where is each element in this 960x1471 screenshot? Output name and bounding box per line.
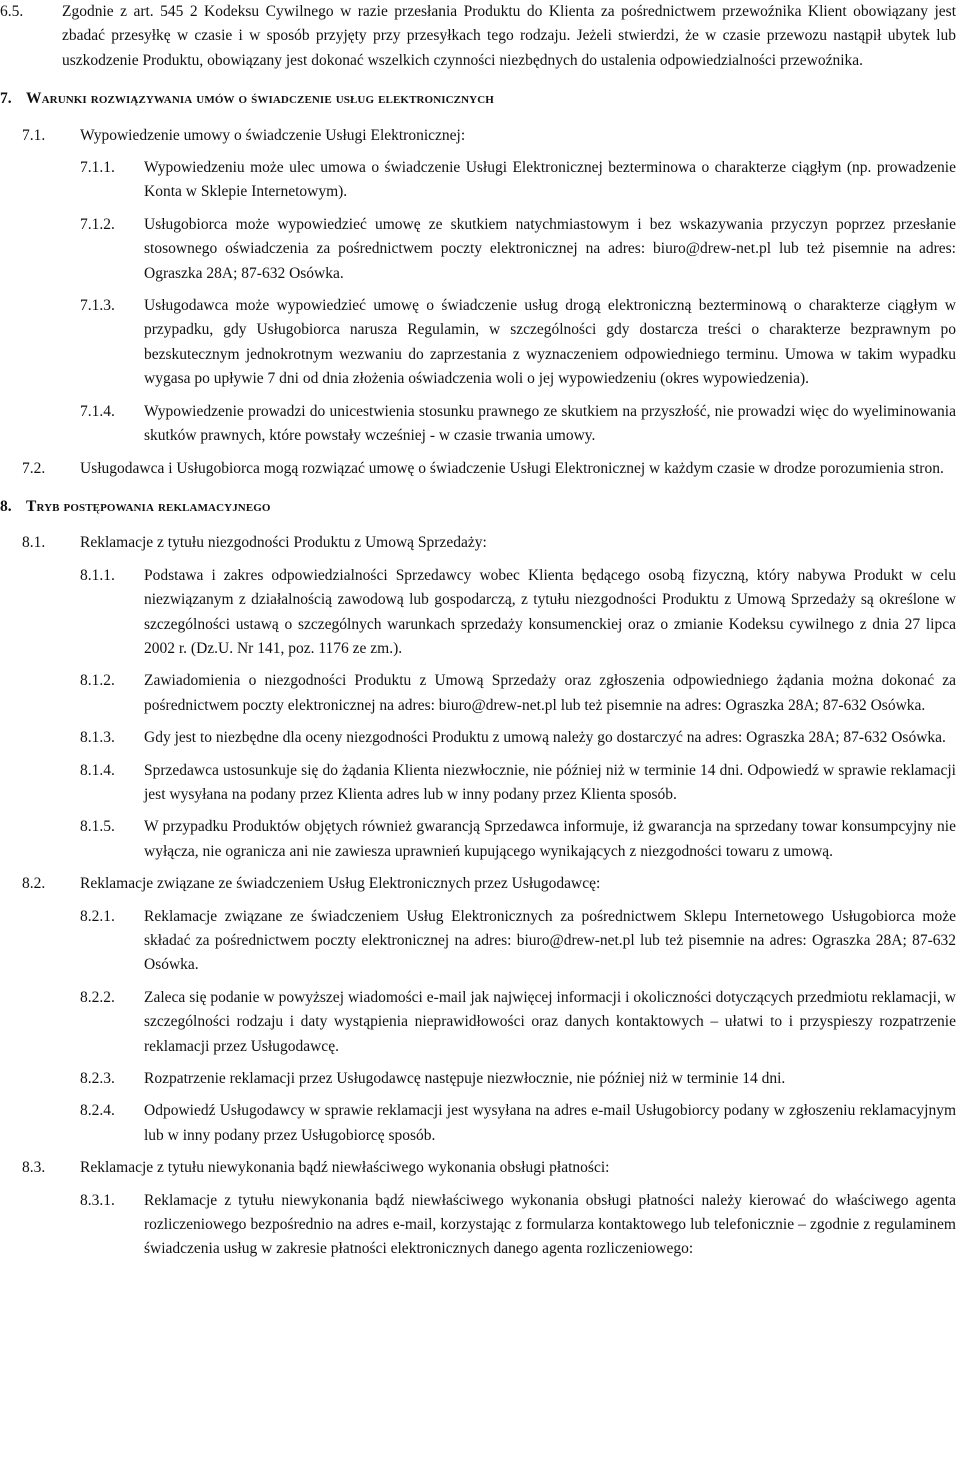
paragraph-text: Wypowiedzenie prowadzi do unicestwienia stosunku prawnego ze skutkiem na przyszłość, nie prowadzi więc do wyeliminowania skutków prawnych, które powstały wcześniej - w czasie trwania umowy. xyxy=(144,402,956,445)
paragraph-number: 8.3. xyxy=(22,1159,46,1177)
paragraph-number: 7.1. xyxy=(22,126,46,144)
paragraph-number: 6.5. xyxy=(0,3,24,20)
paragraph-number: 8.2.3. xyxy=(80,1070,115,1088)
paragraph-text: Zaleca się podanie w powyższej wiadomości e-mail jak najwięcej informacji i okoliczności dotyczących przedmiotu reklamacji, w szczególności rodzaju i daty wystąpienia nieprawidłowości oraz danych kontaktowych – ułatwi to i przyspieszy rozpatrzenie reklamacji przez Usługodawcę. xyxy=(144,988,956,1055)
paragraph-number: 8.1.3. xyxy=(80,729,115,747)
section-number: 7. xyxy=(0,90,12,108)
paragraph-text: Zawiadomienia o niezgodności Produktu z Umową Sprzedaży oraz zgłoszenia odpowiedniego żądania można dokonać za pośrednictwem poczty elektronicznej na adres: biuro@drew-net.pl lub też pisemnie na adres: Ograszka 28A; 87-632 Osówka. xyxy=(144,672,956,714)
paragraph-8-3 xyxy=(0,1156,960,1180)
paragraph-text: Reklamacje z tytułu niewykonania bądź niewłaściwego wykonania obsługi płatności: xyxy=(80,1159,610,1177)
paragraph-text: Reklamacje związane ze świadczeniem Usług Elektronicznych za pośrednictwem Sklepu Internetowego Usługobiorca może składać za pośrednictwem poczty elektronicznej na adres: biuro@drew-net.pl lub też pisemnie na adres: Ograszka 28A; 87-632 Osówka. xyxy=(144,907,956,974)
paragraph-number: 7.1.2. xyxy=(80,215,115,233)
section-title: Warunki rozwiązywania umów o świadczenie usług elektronicznych xyxy=(26,90,494,108)
paragraph-number: 8.1.4. xyxy=(80,761,115,779)
paragraph-text: Wypowiedzenie umowy o świadczenie Usługi Elektronicznej: xyxy=(80,126,466,144)
paragraph-number: 8.3.1. xyxy=(80,1191,115,1209)
paragraph-7-1-1 xyxy=(0,156,960,205)
paragraph-8-1 xyxy=(0,531,960,555)
paragraph-7-1 xyxy=(0,124,960,148)
paragraph-text: Zgodnie z art. 545 2 Kodeksu Cywilnego w razie przesłania Produktu do Klienta za pośrednictwem przewoźnika Klient obowiązany jest zbadać przesyłkę w czasie i w sposób przyjęty przy przesyłkach tego rodzaju. Jeżeli stwierdzi, że w czasie przewozu nastąpił ubytek lub uszkodzenie Produktu, obowiązany jest dokonać wszelkich czynności niezbędnych do ustalenia odpowiedzialności przewoźnika. xyxy=(62,3,956,69)
paragraph-number: 8.1.5. xyxy=(80,818,115,836)
paragraph-text: Usługodawca i Usługobiorca mogą rozwiązać umowę o świadczenie Usługi Elektronicznej w każdym czasie w drodze porozumienia stron. xyxy=(80,459,944,477)
paragraph-text: Reklamacje związane ze świadczeniem Usług Elektronicznych przez Usługodawcę: xyxy=(80,875,601,893)
paragraph-8-1-4 xyxy=(0,759,960,808)
paragraph-text: Usługobiorca może wypowiedzieć umowę ze skutkiem natychmiastowym i bez wskazywania przyczyn poprzez przesłanie stosownego oświadczenia za pośrednictwem poczty elektronicznej na adres: biuro@drew-net.pl lub też pisemnie na adres: Ograszka 28A; 87-632 Osówka. xyxy=(144,215,956,282)
paragraph-number: 8.2.2. xyxy=(80,988,115,1006)
paragraph-8-3-1 xyxy=(0,1189,960,1262)
paragraph-8-2-1 xyxy=(0,905,960,978)
paragraph-number: 7.1.1. xyxy=(80,159,115,177)
paragraph-number: 8.2.4. xyxy=(80,1102,115,1120)
paragraph-number: 8.1.1. xyxy=(80,566,115,584)
paragraph-number: 7.1.4. xyxy=(80,402,115,420)
paragraph-text: Odpowiedź Usługodawcy w sprawie reklamacji jest wysyłana na adres e-mail Usługobiorcy podany w zgłoszeniu reklamacyjnym lub w inny podany przez Usługobiorcę sposób. xyxy=(144,1102,956,1144)
paragraph-8-2-2 xyxy=(0,986,960,1059)
paragraph-number: 8.1.2. xyxy=(80,672,115,690)
paragraph-6-5 xyxy=(0,0,960,73)
paragraph-8-1-5 xyxy=(0,815,960,864)
section-number: 8. xyxy=(0,497,12,515)
paragraph-number: 8.1. xyxy=(22,534,46,552)
paragraph-7-1-4 xyxy=(0,400,960,449)
paragraph-text: Sprzedawca ustosunkuje się do żądania Klienta niezwłocznie, nie później niż w terminie 14 dni. Odpowiedź w sprawie reklamacji jest wysyłana na podany przez Klienta adres lub w inny podany przez Klienta sposób. xyxy=(144,761,956,803)
paragraph-number: 7.1.3. xyxy=(80,297,115,315)
paragraph-text: Gdy jest to niezbędne dla oceny niezgodności Produktu z umową należy go dostarczyć na adres: Ograszka 28A; 87-632 Osówka. xyxy=(144,729,946,747)
paragraph-7-1-3 xyxy=(0,294,960,392)
section-title: Tryb postępowania reklamacyjnego xyxy=(26,497,271,515)
paragraph-text: Reklamacje z tytułu niezgodności Produktu z Umową Sprzedaży: xyxy=(80,534,487,552)
paragraph-text: Reklamacje z tytułu niewykonania bądź niewłaściwego wykonania obsługi płatności należy kierować do właściwego agenta rozliczeniowego bezpośrednio na adres e-mail, korzystając z formularza kontaktowego lub telefonicznie – zgodnie z regulaminem świadczenia usług w zakresie płatności elektronicznych danego agenta rozliczeniowego: xyxy=(144,1191,956,1258)
paragraph-7-2 xyxy=(0,457,960,481)
section-8-heading xyxy=(0,495,960,519)
paragraph-8-1-3 xyxy=(0,726,960,750)
paragraph-8-1-1 xyxy=(0,564,960,662)
paragraph-text: Usługodawca może wypowiedzieć umowę o świadczenie usług drogą elektroniczną bezterminową o charakterze ciągłym w przypadku, gdy Usługobiorca narusza Regulamin, w szczególności gdy dostarcza treści o charakterze bezprawnym po bezskutecznym jednokrotnym wezwaniu do zaprzestania z wyznaczeniem odpowiedniego terminu. Umowa w takim wypadku wygasa po upływie 7 dni od dnia złożenia oświadczenia woli o jej wypowiedzeniu (okres wypowiedzenia). xyxy=(144,297,956,388)
section-7-heading xyxy=(0,87,960,111)
paragraph-8-2-4 xyxy=(0,1099,960,1148)
paragraph-text: W przypadku Produktów objętych również gwarancją Sprzedawca informuje, iż gwarancja na sprzedany towar konsumpcyjny nie wyłącza, nie ogranicza ani nie zawiesza uprawnień kupującego wynikających z niezgodności towaru z umową. xyxy=(144,818,956,860)
paragraph-number: 8.2.1. xyxy=(80,907,115,925)
paragraph-8-1-2 xyxy=(0,669,960,718)
paragraph-number: 7.2. xyxy=(22,459,46,477)
paragraph-number: 8.2. xyxy=(22,875,46,893)
paragraph-text: Rozpatrzenie reklamacji przez Usługodawcę następuje niezwłocznie, nie później niż w terminie 14 dni. xyxy=(144,1070,786,1088)
paragraph-8-2 xyxy=(0,872,960,896)
paragraph-text: Wypowiedzeniu może ulec umowa o świadczenie Usługi Elektronicznej bezterminowa o charakterze ciągłym (np. prowadzenie Konta w Sklepie Internetowym). xyxy=(144,159,956,201)
paragraph-7-1-2 xyxy=(0,213,960,286)
paragraph-8-2-3 xyxy=(0,1067,960,1091)
paragraph-text: Podstawa i zakres odpowiedzialności Sprzedawcy wobec Klienta będącego osobą fizyczną, który nabywa Produkt w celu niezwiązanym z działalnością zawodową lub gospodarczą, z tytułu niezgodności Produktu z Umową Sprzedaży są określone w szczególności ustawą o szczególnych warunkach sprzedaży konsumenckiej oraz o zmianie Kodeksu cywilnego z dnia 27 lipca 2002 r. (Dz.U. Nr 141, poz. 1176 ze zm.). xyxy=(144,566,956,657)
